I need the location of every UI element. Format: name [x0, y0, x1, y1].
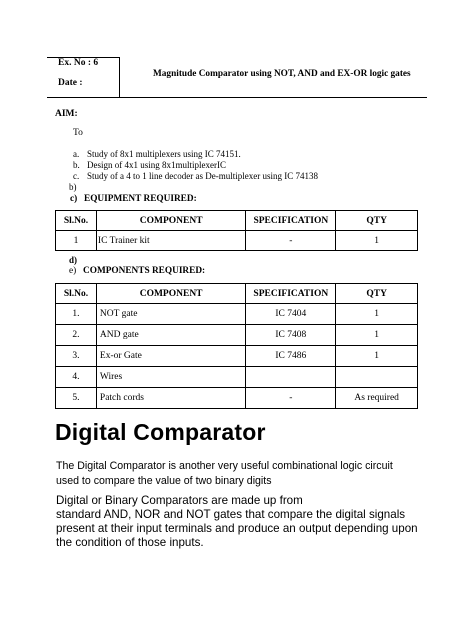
- components-heading-text: COMPONENTS REQUIRED:: [83, 266, 206, 276]
- list-marker: a.: [73, 149, 80, 159]
- table-row: [56, 346, 418, 367]
- cell-component: Ex-or Gate: [96, 346, 245, 367]
- list-marker: b): [69, 182, 77, 192]
- cell-qty: 1: [336, 346, 418, 367]
- table-row: [56, 231, 418, 251]
- cell-specification: [246, 367, 336, 388]
- cell-slno: 1.: [56, 304, 97, 325]
- comparator-paragraph: [56, 494, 428, 550]
- components-heading: [69, 266, 205, 276]
- equipment-heading-text: EQUIPMENT REQUIRED:: [84, 194, 197, 204]
- table-row: [56, 304, 418, 325]
- aim-item-c: [73, 171, 318, 181]
- cell-specification: IC 7408: [246, 325, 336, 346]
- col-header-specification: SPECIFICATION: [246, 284, 336, 304]
- exercise-number: Ex. No : 6: [58, 58, 99, 68]
- cell-component: Wires: [96, 367, 245, 388]
- list-text: Study of 8x1 multiplexers using IC 74151.: [87, 149, 241, 159]
- cell-specification: IC 7486: [246, 346, 336, 367]
- section-marker: c): [70, 194, 78, 204]
- cell-slno: 4.: [56, 367, 97, 388]
- equipment-heading: [70, 194, 197, 204]
- col-header-qty: QTY: [336, 211, 418, 231]
- table-header-row: [56, 211, 418, 231]
- paragraph-line-1: Digital or Binary Comparators are made up from: [56, 494, 303, 507]
- list-text: Study of a 4 to 1 line decoder as De-multiplexer using IC 74138: [87, 171, 318, 181]
- section-heading: Digital Comparator: [55, 419, 266, 445]
- list-marker: c.: [73, 171, 80, 181]
- col-header-slno: Sl.No.: [56, 284, 97, 304]
- paragraph-rest: standard AND, NOR and NOT gates that compare the digital signals present at their input terminals and produce an output depending upon the condition of those inputs.: [56, 508, 418, 549]
- cell-slno: 2.: [56, 325, 97, 346]
- aim-item-b-paren: [69, 182, 77, 192]
- cell-slno: 5.: [56, 388, 97, 409]
- cell-qty: 1: [336, 304, 418, 325]
- components-table: [55, 283, 418, 409]
- cell-qty: As required: [336, 388, 418, 409]
- table-header-row: [56, 284, 418, 304]
- col-header-slno: Sl.No.: [56, 211, 97, 231]
- date-label: Date :: [58, 78, 83, 88]
- list-text: Design of 4x1 using 8x1multiplexerIC: [87, 160, 226, 170]
- col-header-specification: SPECIFICATION: [246, 211, 336, 231]
- aim-heading: AIM:: [55, 109, 78, 119]
- intro-paragraph: The Digital Comparator is another very useful combinational logic circuit used to compare the value of two binary digits: [56, 460, 393, 487]
- header-divider: [119, 57, 120, 97]
- list-marker: b.: [73, 160, 80, 170]
- table-row: [56, 388, 418, 409]
- cell-qty: [336, 367, 418, 388]
- col-header-qty: QTY: [336, 284, 418, 304]
- table-row: [56, 367, 418, 388]
- cell-specification: -: [246, 231, 336, 251]
- cell-qty: 1: [336, 231, 418, 251]
- header-bottom-rule: [47, 97, 427, 98]
- aim-to: To: [73, 128, 83, 138]
- aim-item-a: [73, 149, 241, 159]
- col-header-component: COMPONENT: [96, 284, 245, 304]
- spacer-marker: d): [69, 255, 78, 265]
- cell-component: NOT gate: [96, 304, 245, 325]
- cell-specification: IC 7404: [246, 304, 336, 325]
- experiment-title: Magnitude Comparator using NOT, AND and EX-OR logic gates: [153, 69, 411, 79]
- cell-component: AND gate: [96, 325, 245, 346]
- cell-specification: -: [246, 388, 336, 409]
- cell-component: Patch cords: [96, 388, 245, 409]
- cell-slno: 3.: [56, 346, 97, 367]
- aim-item-b: [73, 160, 226, 170]
- section-marker: e): [69, 266, 77, 276]
- equipment-table: [55, 210, 418, 251]
- cell-qty: 1: [336, 325, 418, 346]
- col-header-component: COMPONENT: [96, 211, 245, 231]
- cell-slno: 1: [56, 231, 97, 251]
- table-row: [56, 325, 418, 346]
- cell-component: IC Trainer kit: [96, 231, 245, 251]
